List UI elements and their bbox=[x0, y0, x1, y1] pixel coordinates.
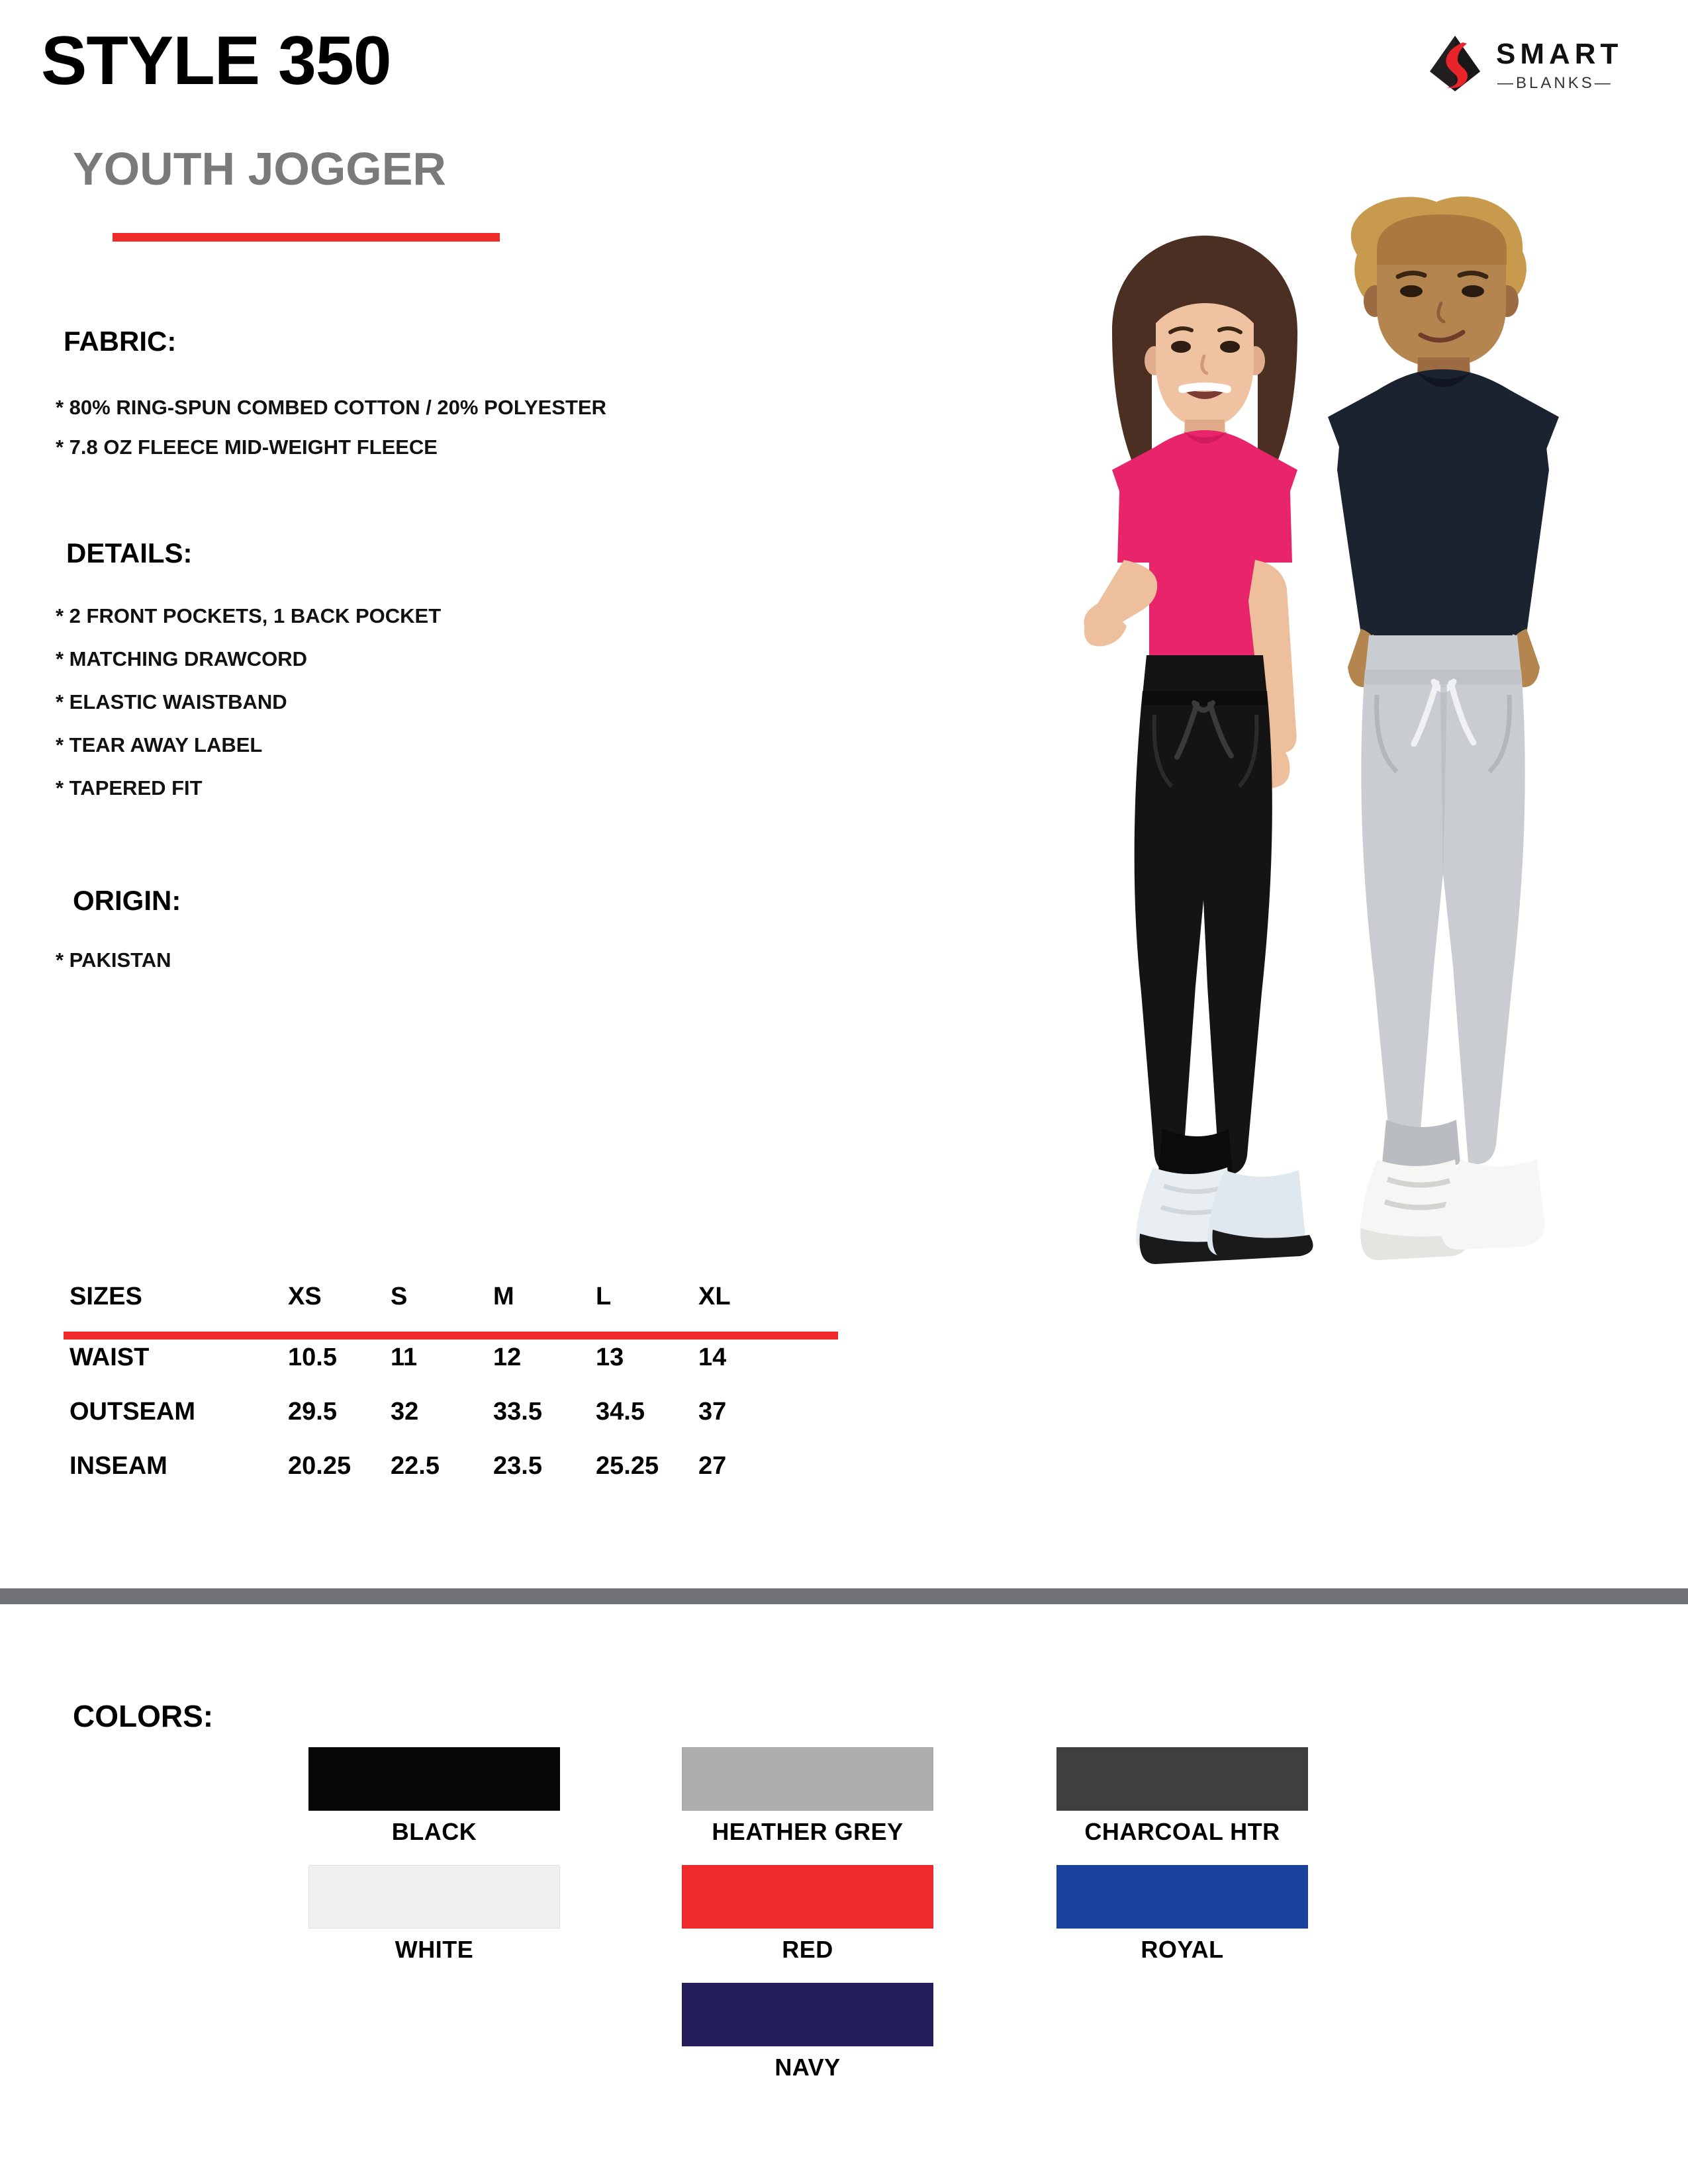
outseam-xs: 29.5 bbox=[288, 1398, 337, 1426]
color-swatch-label: CHARCOAL HTR bbox=[1084, 1818, 1280, 1845]
page-title: STYLE 350 bbox=[41, 23, 391, 99]
outseam-s: 32 bbox=[391, 1398, 419, 1426]
waist-xs: 10.5 bbox=[288, 1343, 337, 1371]
title-underline-rule bbox=[113, 233, 500, 242]
section-divider bbox=[0, 1588, 1688, 1604]
origin-line-1: * PAKISTAN bbox=[56, 948, 171, 972]
outseam-l: 34.5 bbox=[596, 1398, 645, 1426]
fabric-heading: FABRIC: bbox=[64, 326, 177, 357]
details-line-4: * TEAR AWAY LABEL bbox=[56, 733, 263, 756]
size-chart-header-l: L bbox=[596, 1283, 612, 1310]
color-swatch-label: HEATHER GREY bbox=[712, 1818, 904, 1845]
inseam-xl: 27 bbox=[698, 1452, 727, 1480]
color-swatch-charcoal-htr bbox=[1056, 1747, 1308, 1844]
table-row bbox=[70, 1370, 801, 1424]
waist-m: 12 bbox=[493, 1343, 522, 1371]
size-chart-row-label-inseam: INSEAM bbox=[70, 1452, 167, 1480]
size-chart-table bbox=[70, 1284, 801, 1479]
color-swatch-label: ROYAL bbox=[1141, 1936, 1224, 1963]
product-photo bbox=[914, 192, 1668, 1403]
logo-wordmark: SMART bbox=[1496, 38, 1623, 70]
inseam-s: 22.5 bbox=[391, 1452, 440, 1480]
table-row bbox=[70, 1424, 801, 1479]
color-swatch-heather-grey bbox=[682, 1747, 933, 1844]
size-chart-row-label-outseam: OUTSEAM bbox=[70, 1398, 195, 1426]
logo-subwordmark: —BLANKS— bbox=[1497, 74, 1613, 92]
color-swatch-label: NAVY bbox=[774, 2054, 841, 2081]
inseam-l: 25.25 bbox=[596, 1452, 659, 1480]
color-swatch-label: BLACK bbox=[391, 1818, 477, 1845]
color-swatch-royal bbox=[1056, 1865, 1308, 1962]
color-chip bbox=[308, 1865, 560, 1929]
origin-heading: ORIGIN: bbox=[73, 885, 181, 916]
colors-heading: COLORS: bbox=[73, 1699, 214, 1733]
details-line-3: * ELASTIC WAISTBAND bbox=[56, 690, 287, 713]
color-chip bbox=[1056, 1865, 1308, 1929]
color-chip bbox=[308, 1747, 560, 1811]
color-swatch-label: RED bbox=[782, 1936, 833, 1963]
details-line-5: * TAPERED FIT bbox=[56, 776, 203, 799]
size-chart-header-xs: XS bbox=[288, 1283, 322, 1310]
color-swatch-white bbox=[308, 1865, 560, 1962]
color-swatch-label: WHITE bbox=[395, 1936, 474, 1963]
waist-xl: 14 bbox=[698, 1343, 727, 1371]
color-swatch-navy bbox=[682, 1983, 933, 2079]
details-line-2: * MATCHING DRAWCORD bbox=[56, 647, 308, 670]
color-swatch-red bbox=[682, 1865, 933, 1962]
waist-s: 11 bbox=[391, 1343, 418, 1371]
inseam-xs: 20.25 bbox=[288, 1452, 352, 1480]
waist-l: 13 bbox=[596, 1343, 624, 1371]
size-chart-header-m: M bbox=[493, 1283, 514, 1310]
size-chart-row-label-waist: WAIST bbox=[70, 1343, 150, 1371]
logo-mark-icon bbox=[1425, 33, 1485, 94]
size-chart-header-xl: XL bbox=[698, 1283, 731, 1310]
color-swatch-black bbox=[308, 1747, 560, 1844]
table-row bbox=[70, 1316, 801, 1370]
size-chart-header-row bbox=[70, 1284, 801, 1316]
outseam-m: 33.5 bbox=[493, 1398, 542, 1426]
brand-logo bbox=[1425, 32, 1636, 105]
color-chip bbox=[682, 1747, 933, 1811]
details-heading: DETAILS: bbox=[66, 537, 193, 569]
details-line-1: * 2 FRONT POCKETS, 1 BACK POCKET bbox=[56, 604, 442, 627]
size-chart-header-s: S bbox=[391, 1283, 408, 1310]
size-chart bbox=[70, 1284, 851, 1479]
fabric-line-2: * 7.8 OZ FLEECE MID-WEIGHT FLEECE bbox=[56, 435, 438, 459]
inseam-m: 23.5 bbox=[493, 1452, 542, 1480]
page-subtitle: YOUTH JOGGER bbox=[73, 143, 446, 195]
size-chart-header-label: SIZES bbox=[70, 1283, 142, 1310]
fabric-line-1: * 80% RING-SPUN COMBED COTTON / 20% POLYESTER bbox=[56, 396, 607, 419]
outseam-xl: 37 bbox=[698, 1398, 727, 1426]
color-chip bbox=[682, 1983, 933, 2046]
color-chip bbox=[682, 1865, 933, 1929]
color-chip bbox=[1056, 1747, 1308, 1811]
